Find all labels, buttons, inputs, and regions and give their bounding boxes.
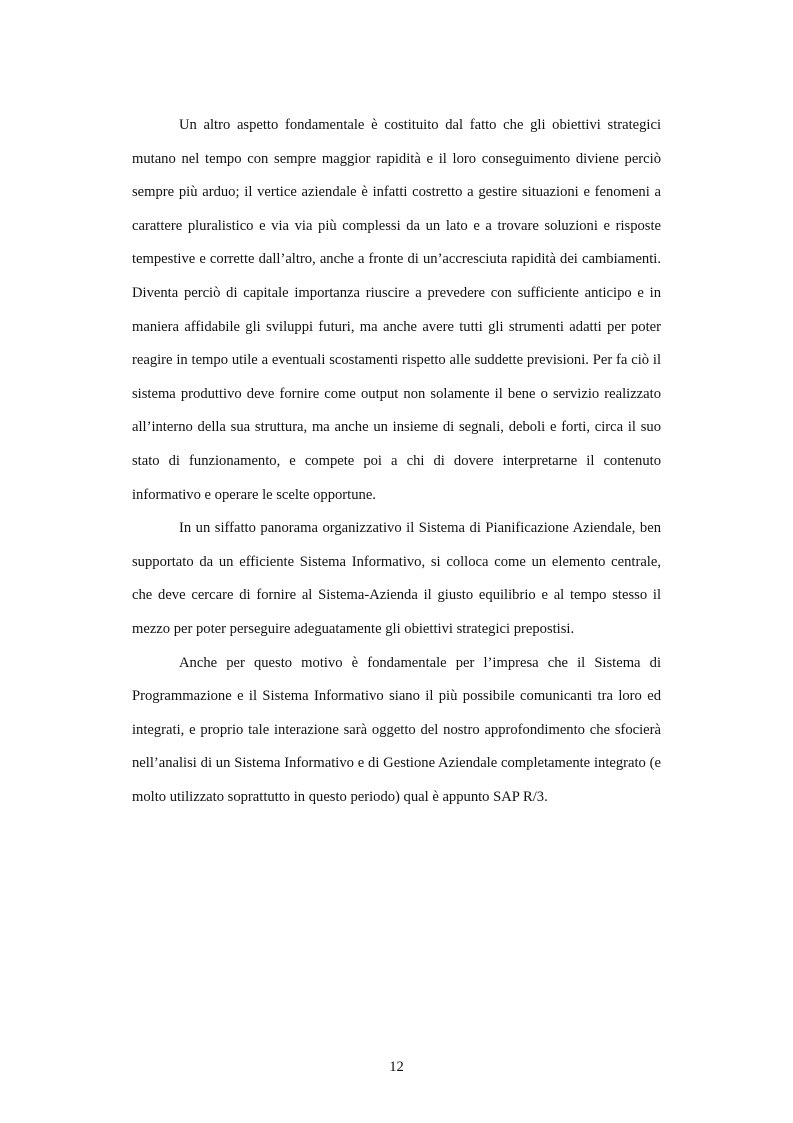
paragraph-1: Un altro aspetto fondamentale è costituito dal fatto che gli obiettivi strategici mutano nel tempo con sempre maggior rapidità e il loro conseguimento diviene perciò sempre più arduo; il vertice aziendale è infatti costretto a gestire situazioni e fenomeni a carattere pluralistico e via via più complessi da un lato e a trovare soluzioni e risposte tempestive e corrette dall’altro, anche a fronte di un’accresciuta rapidità dei cambiamenti. Diventa perciò di capitale importanza riuscire a prevedere con sufficiente anticipo e in maniera affidabile gli sviluppi futuri, ma anche avere tutti gli strumenti adatti per poter reagire in tempo utile a eventuali scostamenti rispetto alle suddette previsioni. Per fa ciò il sistema produttivo deve fornire come output non solamente il bene o servizio realizzato all’interno della sua struttura, ma anche un insieme di segnali, deboli e forti, circa il suo stato di funzionamento, e compete poi a chi di dovere interpretarne il contenuto informativo e operare le scelte opportune. (132, 117, 661, 503)
paragraph-3: Anche per questo motivo è fondamentale per l’impresa che il Sistema di Programmazione e il Sistema Informativo siano il più possibile comunicanti tra loro ed integrati, e proprio tale interazione sarà oggetto del nostro approfondimento che sfocierà nell’analisi di un Sistema Informativo e di Gestione Aziendale completamente integrato (e molto utilizzato soprattutto in questo periodo) qual è appunto SAP R/3. (132, 654, 661, 805)
paragraph-2: In un siffatto panorama organizzativo il Sistema di Pianificazione Aziendale, ben supportato da un efficiente Sistema Informativo, si colloca come un elemento centrale, che deve cercare di fornire al Sistema-Azienda il giusto equilibrio e al tempo stesso il mezzo per poter perseguire adeguatamente gli obiettivi strategici prepostisi. (132, 520, 661, 637)
body-text (132, 109, 661, 814)
page-number: 12 (389, 1059, 404, 1075)
